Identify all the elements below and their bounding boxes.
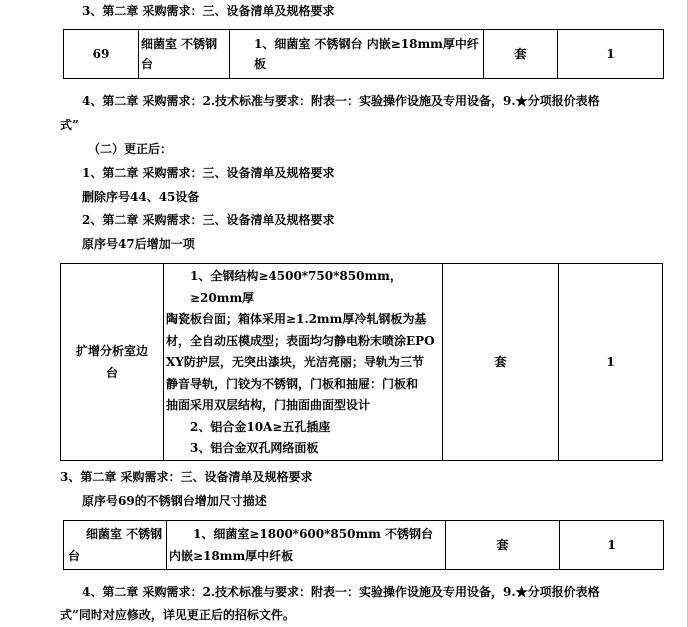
- paragraph-final-line2: 式”同时对应修改，详见更正后的招标文件。: [60, 608, 295, 622]
- cell-spec: 1、细菌室 不锈钢台 内嵌≥18mm厚中纤板: [230, 30, 484, 79]
- cell-name: 细菌室 不锈钢台: [139, 30, 230, 79]
- cell-unit: 套: [484, 30, 558, 79]
- cell-name: [61, 264, 164, 461]
- spec-text: 1、细菌室≥1800*600*850mm 不锈钢台 内嵌≥18mm厚中纤板: [169, 527, 434, 563]
- spec-line: XY防护层，无突出漆块，光洁亮丽；导轨为三节: [166, 355, 424, 369]
- section-heading-3b: 3、第二章 采购需求：三、设备清单及规格要求: [60, 470, 313, 484]
- paragraph-4-line1: 4、第二章 采购需求：2.技术标准与要求：附表一：实验操作设施及专用设备，9.★分项报价表格: [82, 94, 600, 108]
- add-note: 原序号47后增加一项: [82, 237, 195, 251]
- spec-line: 陶瓷板台面；箱体采用≥1.2mm厚冷轧钢板为基: [166, 312, 427, 326]
- paragraph-final-line1: 4、第二章 采购需求：2.技术标准与要求：附表一：实验操作设施及专用设备，9.★分项报价表格: [82, 585, 600, 599]
- cell-spec: [164, 264, 443, 461]
- cell-no: 69: [64, 30, 139, 79]
- table-row: [64, 30, 664, 79]
- cell-spec: [167, 521, 446, 570]
- delete-note: 删除序号44、45设备: [82, 190, 200, 204]
- section-heading-2: 2、第二章 采购需求：三、设备清单及规格要求: [82, 213, 335, 227]
- spec-line: 2、铝合金10A≥五孔插座: [190, 419, 331, 434]
- spec-line: 抽面采用双层结构，门抽面曲面型设计: [166, 398, 371, 412]
- spec-line: 1、全钢结构≥4500*750*850mm，≥20mm厚: [190, 269, 402, 305]
- name-text: 细菌室 不锈钢台: [68, 527, 163, 563]
- cell-unit: 套: [446, 521, 560, 570]
- spec-line: 静音导轨，门铰为不锈钢，门板和抽屉：门板和: [166, 376, 419, 391]
- cell-unit: 套: [443, 264, 559, 461]
- spec-line: 3、铝合金双孔网络面板: [190, 441, 319, 455]
- cell-name: [64, 521, 167, 570]
- section-title-corrected: （二）更正后：: [88, 142, 173, 156]
- cell-qty: 1: [560, 521, 664, 570]
- size-note: 原序号69的不锈钢台增加尺寸描述: [82, 494, 267, 508]
- section-heading-1: 1、第二章 采购需求：三、设备清单及规格要求: [82, 166, 335, 180]
- table-row: [61, 264, 663, 461]
- table-added-item: [60, 263, 663, 461]
- table-original-69: [63, 29, 664, 79]
- table-row: [64, 521, 664, 570]
- name-text: 扩增分析室边台: [75, 343, 148, 380]
- spec-line: 材，全自动压模成型；表面均匀静电粉末喷涂EPO: [166, 333, 435, 348]
- section-heading-3: 3、第二章 采购需求：三、设备清单及规格要求: [82, 4, 335, 18]
- cell-qty: 1: [559, 264, 663, 461]
- paragraph-4-line2: 式”: [60, 118, 79, 132]
- cell-qty: 1: [558, 30, 664, 79]
- table-revised-69: [63, 520, 664, 570]
